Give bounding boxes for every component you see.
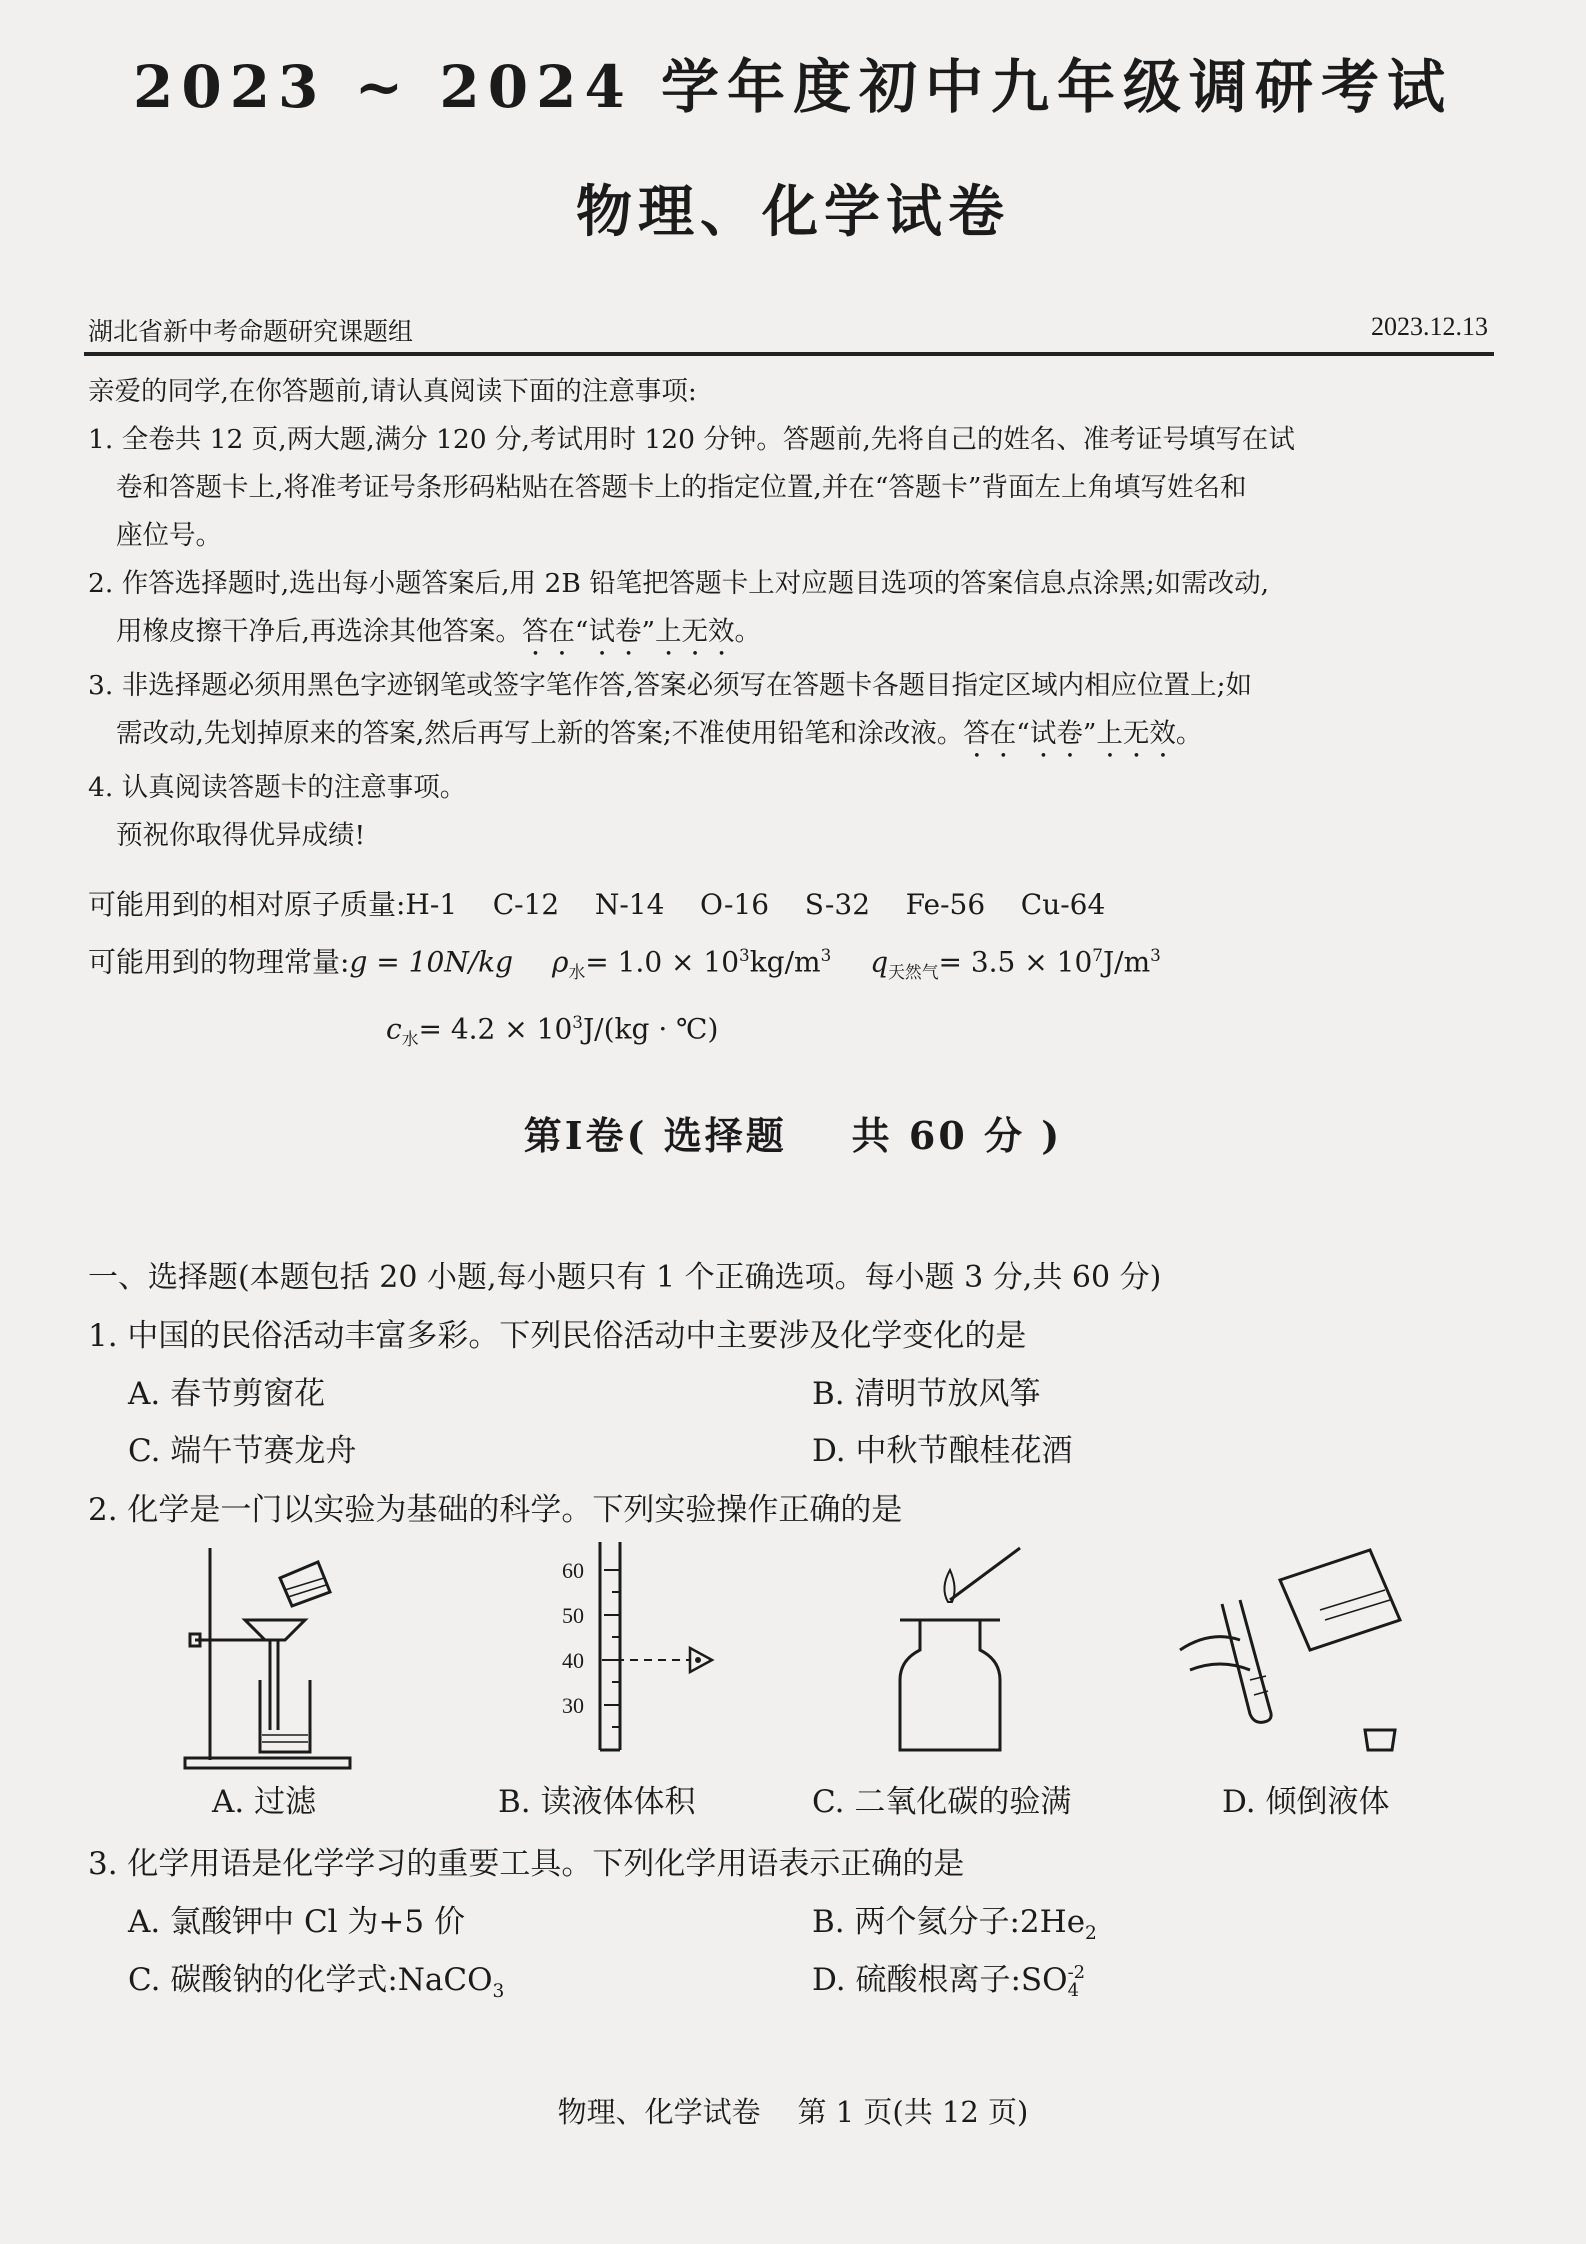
q2-stem: 2. 化学是一门以实验为基础的科学。下列实验操作正确的是	[88, 1492, 903, 1528]
note-1a: 1. 全卷共 12 页,两大题,满分 120 分,考试用时 120 分钟。答题前,先将自己的姓名、准考证号填写在试	[88, 424, 1295, 455]
note-1c: 座位号。	[116, 520, 222, 551]
c-unit: J/(kg · ℃)	[582, 1012, 719, 1046]
q1-option-b: B. 清明节放风筝	[812, 1376, 1041, 1412]
q3-option-d-sub: 4	[1067, 1979, 1080, 2001]
gravity-constant: g = 10N/kg	[349, 945, 514, 979]
constants-block	[88, 880, 1161, 1064]
note-2b-text: 用橡皮擦干净后,再选涂其他答案。	[116, 616, 522, 647]
atomic-masses: 可能用到的相对原子质量:H-1 C-12 N-14 O-16 S-32 Fe-56 Cu-64	[88, 888, 1106, 921]
tick-label-60: 60	[562, 1558, 584, 1583]
q-symbol: q	[870, 945, 889, 979]
q1-stem: 1. 中国的民俗活动丰富多彩。下列民俗活动中主要涉及化学变化的是	[88, 1318, 1027, 1354]
rho-unit: kg/m	[749, 945, 821, 979]
note-2b-emphasis: 答在“试卷”上无效。	[521, 616, 762, 647]
q1-option-d: D. 中秋节酿桂花酒	[812, 1433, 1073, 1469]
exam-date: 2023.12.13	[1371, 312, 1488, 341]
c-symbol: c	[386, 1012, 402, 1046]
q-sub: 天然气	[888, 961, 939, 982]
c-sub: 水	[401, 1028, 419, 1049]
note-4: 4. 认真阅读答题卡的注意事项。	[88, 772, 467, 803]
q3-option-d-sup: -2	[1067, 1961, 1086, 1983]
co2-test-figure	[880, 1540, 1030, 1770]
instructions-intro: 亲爱的同学,在你答题前,请认真阅读下面的注意事项:	[88, 376, 697, 407]
section-title: 第Ⅰ卷( 选择题 共 60 分 )	[523, 1113, 1063, 1158]
q3-stem: 3. 化学用语是化学学习的重要工具。下列化学用语表示正确的是	[88, 1846, 965, 1882]
note-1b: 卷和答题卡上,将准考证号条形码粘贴在答题卡上的指定位置,并在“答题卡”背面左上角填写姓名和	[116, 472, 1247, 503]
c-value: = 4.2 × 10	[418, 1012, 573, 1046]
q3-option-b-text: B. 两个氦分子:2He	[812, 1904, 1086, 1940]
tick-label-30: 30	[562, 1693, 584, 1718]
cylinder-reading-figure	[540, 1540, 740, 1770]
physical-constants	[88, 930, 1161, 997]
tick-label-50: 50	[562, 1603, 584, 1628]
header-rule	[84, 352, 1494, 356]
organization: 湖北省新中考命题研究课题组	[88, 317, 414, 346]
instructions	[88, 368, 1498, 860]
tick-label-40: 40	[562, 1648, 584, 1673]
water-heat-capacity	[88, 997, 1161, 1064]
q-exp: 7	[1092, 945, 1103, 965]
c-exp: 3	[572, 1011, 583, 1032]
physical-constants-label: 可能用到的物理常量:	[88, 945, 350, 979]
rho-unit-exp: 3	[820, 945, 832, 965]
note-3b-text: 需改动,先划掉原来的答案,然后再写上新的答案;不准使用铅笔和涂改液。	[116, 718, 964, 749]
q3-option-d	[812, 1954, 1085, 2000]
q-value: = 3.5 × 10	[938, 945, 1093, 979]
q1-option-a: A. 春节剪窗花	[128, 1376, 326, 1412]
q3-option-c	[128, 1954, 504, 2002]
rho-symbol: ρ	[551, 945, 569, 979]
q-unit-exp: 3	[1150, 945, 1161, 965]
exam-subtitle: 物理、化学试卷	[576, 179, 1010, 245]
q1-option-c: C. 端午节赛龙舟	[128, 1433, 357, 1469]
wish: 预祝你取得优异成绩!	[116, 820, 366, 851]
section-heading: 一、选择题(本题包括 20 小题,每小题只有 1 个正确选项。每小题 3 分,共 60 分)	[88, 1260, 1162, 1295]
q3-option-b-sub: 2	[1085, 1923, 1097, 1945]
rho-sub: 水	[568, 961, 586, 982]
q2-option-d: D. 倾倒液体	[1222, 1784, 1390, 1820]
page-footer: 物理、化学试卷 第 1 页(共 12 页)	[557, 2095, 1029, 2129]
q2-option-c: C. 二氧化碳的验满	[812, 1784, 1072, 1820]
exam-title: 2023 ~ 2024 学年度初中九年级调研考试	[132, 53, 1454, 121]
note-3b-emphasis: 答在“试卷”上无效。	[963, 718, 1203, 749]
q3-option-c-sub: 3	[492, 1981, 505, 2003]
q3-option-a: A. 氯酸钾中 Cl 为+5 价	[128, 1904, 465, 1940]
q2-option-b: B. 读液体体积	[498, 1784, 696, 1820]
note-2b	[88, 608, 1498, 662]
q2-option-a: A. 过滤	[212, 1784, 317, 1820]
pouring-figure	[1170, 1540, 1430, 1770]
note-3b	[88, 710, 1498, 764]
q3-option-b	[812, 1896, 1097, 1944]
q-unit: J/m	[1102, 945, 1151, 979]
note-3a: 3. 非选择题必须用黑色字迹钢笔或签字笔作答,答案必须写在答题卡各题目指定区域内相应位置上;如	[88, 670, 1253, 701]
filtration-figure	[180, 1540, 360, 1770]
rho-exp: 3	[739, 945, 750, 965]
q3-option-d-text: D. 硫酸根离子:SO	[812, 1962, 1068, 1998]
q3-option-c-text: C. 碳酸钠的化学式:NaCO	[128, 1962, 493, 1998]
rho-value: = 1.0 × 10	[585, 945, 740, 979]
note-2a: 2. 作答选择题时,选出每小题答案后,用 2B 铅笔把答题卡上对应题目选项的答案信息点涂黑;如需改动,	[88, 568, 1270, 599]
